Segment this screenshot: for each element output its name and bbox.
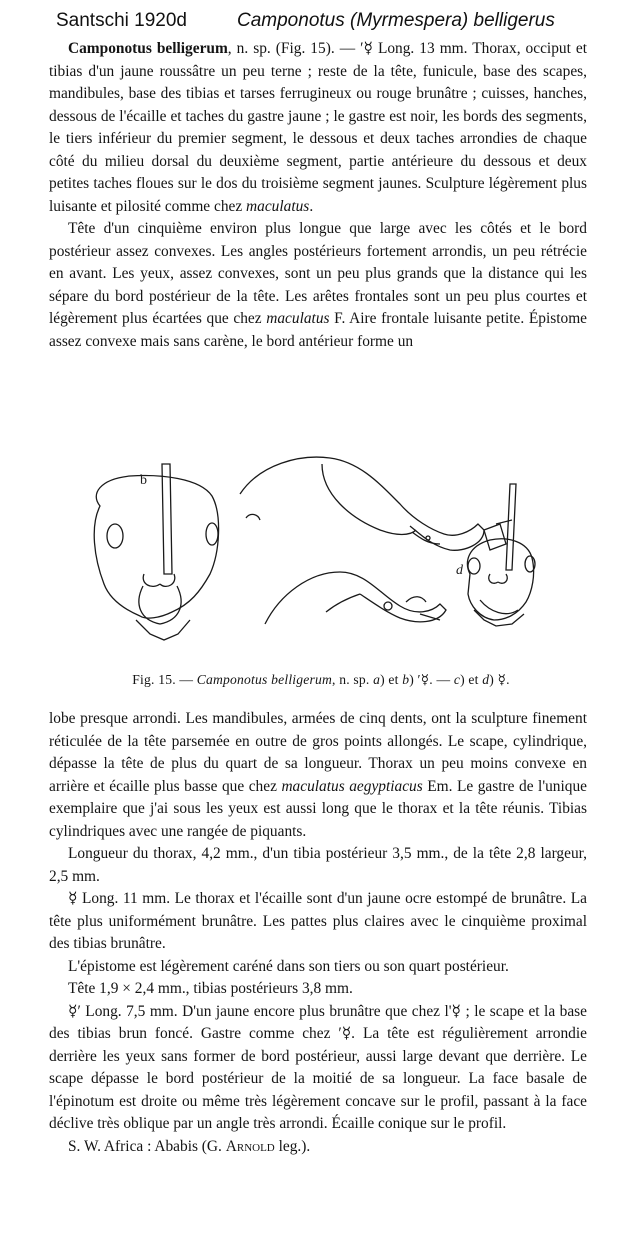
header-taxon: Camponotus (Myrmespera) belligerus: [237, 10, 555, 31]
mandibles-text-b: Em. Le gastre de l'unique exemplaire que j'ai sous les yeux est aussi long que le thorax et la tête réunis. Tibias cylindriques avec une rangée de piquants.: [49, 777, 587, 840]
caption-letter-b: b: [402, 672, 410, 687]
figure-15: [60, 434, 600, 664]
paragraph-measurements: Longueur du thorax, 4,2 mm., d'un tibia postérieur 3,5 mm., de la tête 2,8 largeur, 2,5 mm.: [49, 845, 587, 885]
caption-part: ) ☿.: [489, 672, 510, 687]
caption-letter-d: d: [482, 672, 490, 687]
collector-name: Arnold: [225, 1137, 275, 1155]
figure-drawings: [60, 434, 600, 664]
mandibles-text-a: lobe presque arrondi. Les mandibules, armées de cinq dents, ont la sculpture finement réticulée de la tête parsemée en outre de gros points allongés. Le scape, cylindrique, dépasse la tête de plus du quart de sa longueur. Thorax un peu moins convexe en arrière et écaille plus basse que chez: [49, 710, 587, 795]
caption-part: ) et: [380, 672, 403, 687]
description-top: [49, 38, 587, 353]
species-name: Camponotus belligerum: [68, 40, 228, 57]
paragraph-intro: [49, 38, 587, 218]
caption-letter-c: c: [453, 672, 461, 687]
body-profile-drawing: [240, 457, 512, 550]
caption-part: , n. sp.: [332, 672, 374, 687]
paragraph-epistome: L'épistome est légèrement caréné dans son tiers ou son quart postérieur.: [68, 957, 509, 975]
intro-reference: maculatus: [246, 197, 310, 215]
head-reference: maculatus: [266, 310, 330, 327]
caption-part: ) ′☿. —: [409, 672, 454, 687]
small-head-drawing: [467, 484, 535, 626]
paragraph-head: [49, 218, 587, 353]
figure-caption: [56, 672, 586, 688]
description-continued: [49, 708, 587, 1158]
head-text-b: F. Aire frontale luisante petite. Épistome assez convexe mais sans carène, le bord antérieur forme un: [49, 310, 587, 350]
intro-end: .: [309, 197, 314, 215]
header-author-year: Santschi 1920d: [56, 10, 187, 31]
paragraph-worker-major: ☿ Long. 11 mm. Le thorax et l'écaille sont d'un jaune ocre estompé de brunâtre. La tête plus uniformément brunâtre. Les pattes plus claires avec le cinquième proximal des tibias brunâtre.: [49, 890, 587, 952]
head-front-drawing: [94, 464, 218, 640]
intro-text: , n. sp. (Fig. 15). — ′☿ Long. 13 mm. Thorax, occiput et tibias d'un jaune roussâtre un peu terne ; reste de la tête, funicule, base des scapes, mandibules, base des tibias et tarses ferrugineux ou rouge brunâtre ; cuisses, hanches, dessous de l'écaille et taches du gastre jaune ; le gastre est noir, les bords des segments, le tiers inférieur du premier segment, le dessous et deux taches arrondies de chaque côté du milieu dorsal du deuxième segment, partie antérieure du dessous et deux petites taches floues sur le dos du troisième segment jaunes. Sculpture légèrement plus luisante et pilosité comme chez: [49, 40, 587, 215]
caption-part: ) et: [460, 672, 483, 687]
caption-prefix: Fig. 15. —: [132, 672, 197, 687]
mandibles-reference: maculatus aegyptiacus: [281, 777, 423, 795]
paragraph-locality: [49, 1136, 587, 1159]
caption-species: Camponotus belligerum: [196, 672, 333, 687]
paragraph-head-size: Tête 1,9 × 2,4 mm., tibias postérieurs 3,8 mm.: [68, 980, 353, 997]
lower-profile-drawing: [265, 572, 446, 624]
caption-letter-a: a: [373, 672, 381, 687]
paragraph-worker-minor: ☿′ Long. 7,5 mm. D'un jaune encore plus brunâtre que chez l'☿ ; le scape et la base des tibias brun foncé. Gastre comme chez ′☿. La tête est régulièrement arrondie derrière les yeux sans former de bord postérieur, aussi large devant que derrière. Le scape dépasse le bord postérieur de la moitié de sa longueur. La face basale de l'épinotum est droite ou même très légèrement concave sur le profil, passant à la face déclive très oblique par un angle très arrondi. Écaille conique sur le profil.: [49, 1002, 587, 1132]
figure-label-d: d: [456, 563, 463, 578]
locality-text-a: S. W. Africa : Ababis (G.: [68, 1137, 226, 1155]
page-header: [56, 10, 616, 36]
locality-text-b: leg.).: [274, 1137, 311, 1155]
paragraph-mandibles: [49, 708, 587, 843]
head-text-a: Tête d'un cinquième environ plus longue que large avec les côtés et le bord postérieur assez convexes. Les angles postérieurs fortement arrondis, un peu rétrécie en avant. Les yeux, assez convexes, sont un peu plus grands que la distance qui les sépare du bord postérieur de la tête. Les arêtes frontales sont un peu plus courtes et légèrement plus écartées que chez: [49, 220, 587, 327]
figure-label-b: b: [140, 473, 147, 488]
